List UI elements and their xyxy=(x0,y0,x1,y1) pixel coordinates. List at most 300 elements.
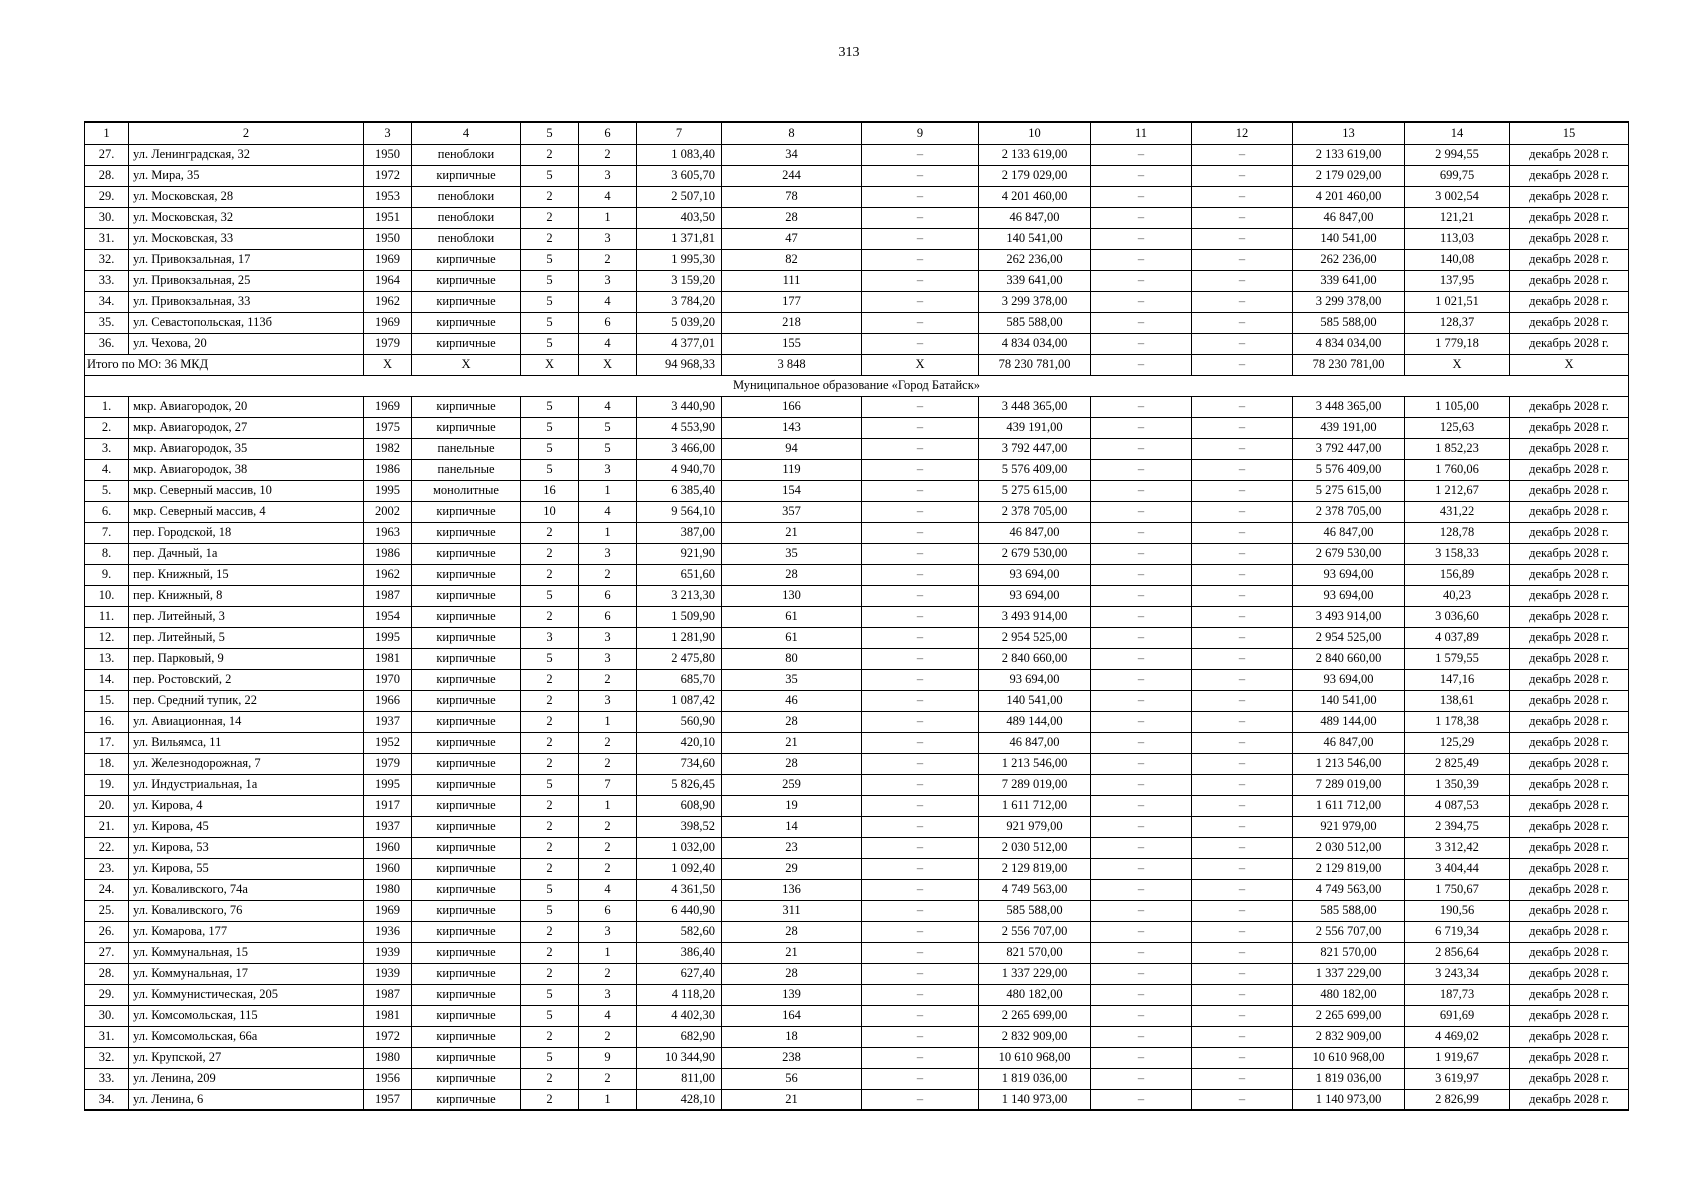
table-row xyxy=(85,606,1629,627)
wall-material-cell: кирпичные xyxy=(412,837,521,858)
col-11-cell: – xyxy=(1091,165,1192,186)
cost-per-sqm-cell: 3 404,44 xyxy=(1405,858,1510,879)
cost-total-cell: 10 610 968,00 xyxy=(979,1047,1091,1068)
total-label: Итого по МО: 36 МКД xyxy=(85,354,364,375)
floors-cell: 2 xyxy=(521,816,579,837)
area-cell: 403,50 xyxy=(637,207,722,228)
cost-fund-cell: 2 679 530,00 xyxy=(1293,543,1405,564)
cost-total-cell: 2 832 909,00 xyxy=(979,1026,1091,1047)
area-cell: 3 784,20 xyxy=(637,291,722,312)
col-12-cell: – xyxy=(1192,522,1293,543)
year-built-cell: 1939 xyxy=(364,963,412,984)
col-9-cell: – xyxy=(862,270,979,291)
cost-fund-cell: 5 275 615,00 xyxy=(1293,480,1405,501)
table-row xyxy=(85,564,1629,585)
residents-cell: 130 xyxy=(722,585,862,606)
deadline-cell: декабрь 2028 г. xyxy=(1510,522,1629,543)
col-11-cell: – xyxy=(1091,1026,1192,1047)
deadline-cell: декабрь 2028 г. xyxy=(1510,711,1629,732)
wall-material-cell: кирпичные xyxy=(412,942,521,963)
area-cell: 6 440,90 xyxy=(637,900,722,921)
col-11-cell: – xyxy=(1091,690,1192,711)
cost-fund-cell: 1 213 546,00 xyxy=(1293,753,1405,774)
residents-cell: 80 xyxy=(722,648,862,669)
total-area-cell: 94 968,33 xyxy=(637,354,722,375)
table-row xyxy=(85,837,1629,858)
area-cell: 921,90 xyxy=(637,543,722,564)
deadline-cell: декабрь 2028 г. xyxy=(1510,333,1629,354)
residents-cell: 259 xyxy=(722,774,862,795)
col-11-cell: – xyxy=(1091,396,1192,417)
residents-cell: 143 xyxy=(722,417,862,438)
table-row xyxy=(85,921,1629,942)
row-number-cell: 15. xyxy=(85,690,129,711)
row-number-cell: 21. xyxy=(85,816,129,837)
cost-per-sqm-cell: 1 852,23 xyxy=(1405,438,1510,459)
residents-cell: 311 xyxy=(722,900,862,921)
year-built-cell: 1979 xyxy=(364,333,412,354)
cost-fund-cell: 2 840 660,00 xyxy=(1293,648,1405,669)
col-11-cell: – xyxy=(1091,858,1192,879)
address-cell: пер. Городской, 18 xyxy=(129,522,364,543)
floors-cell: 5 xyxy=(521,249,579,270)
address-cell: ул. Ленинградская, 32 xyxy=(129,144,364,165)
year-built-cell: 1952 xyxy=(364,732,412,753)
cost-per-sqm-cell: 1 579,55 xyxy=(1405,648,1510,669)
col-9-cell: – xyxy=(862,207,979,228)
col-11-cell: – xyxy=(1091,417,1192,438)
area-cell: 1 083,40 xyxy=(637,144,722,165)
col-12-cell: – xyxy=(1192,627,1293,648)
table-row xyxy=(85,753,1629,774)
address-cell: ул. Вильямса, 11 xyxy=(129,732,364,753)
wall-material-cell: кирпичные xyxy=(412,900,521,921)
table-row xyxy=(85,333,1629,354)
row-number-cell: 34. xyxy=(85,291,129,312)
cost-total-cell: 439 191,00 xyxy=(979,417,1091,438)
cost-fund-cell: 46 847,00 xyxy=(1293,207,1405,228)
cost-per-sqm-cell: 1 350,39 xyxy=(1405,774,1510,795)
deadline-cell: декабрь 2028 г. xyxy=(1510,858,1629,879)
year-built-cell: 1975 xyxy=(364,417,412,438)
entrances-cell: 5 xyxy=(579,417,637,438)
cost-fund-cell: 3 448 365,00 xyxy=(1293,396,1405,417)
column-header: 1 xyxy=(85,122,129,144)
col-11-cell: – xyxy=(1091,837,1192,858)
table-row xyxy=(85,396,1629,417)
floors-cell: 2 xyxy=(521,963,579,984)
table-row xyxy=(85,522,1629,543)
col-9-cell: – xyxy=(862,732,979,753)
cost-fund-cell: 1 140 973,00 xyxy=(1293,1089,1405,1110)
cost-total-cell: 4 749 563,00 xyxy=(979,879,1091,900)
table-row xyxy=(85,249,1629,270)
residents-cell: 21 xyxy=(722,942,862,963)
residents-cell: 155 xyxy=(722,333,862,354)
entrances-cell: 2 xyxy=(579,249,637,270)
address-cell: ул. Кирова, 55 xyxy=(129,858,364,879)
deadline-cell: декабрь 2028 г. xyxy=(1510,921,1629,942)
address-cell: пер. Литейный, 5 xyxy=(129,627,364,648)
cost-fund-cell: 2 179 029,00 xyxy=(1293,165,1405,186)
entrances-cell: 6 xyxy=(579,312,637,333)
address-cell: ул. Крупской, 27 xyxy=(129,1047,364,1068)
deadline-cell: декабрь 2028 г. xyxy=(1510,753,1629,774)
year-built-cell: 2002 xyxy=(364,501,412,522)
address-cell: ул. Коммунальная, 17 xyxy=(129,963,364,984)
deadline-cell: декабрь 2028 г. xyxy=(1510,732,1629,753)
wall-material-cell: пеноблоки xyxy=(412,186,521,207)
address-cell: ул. Коваливского, 74а xyxy=(129,879,364,900)
col-9-cell: – xyxy=(862,1089,979,1110)
cost-total-cell: 262 236,00 xyxy=(979,249,1091,270)
address-cell: пер. Средний тупик, 22 xyxy=(129,690,364,711)
floors-cell: 2 xyxy=(521,186,579,207)
area-cell: 582,60 xyxy=(637,921,722,942)
deadline-cell: декабрь 2028 г. xyxy=(1510,795,1629,816)
cost-fund-cell: 5 576 409,00 xyxy=(1293,459,1405,480)
page-number: 313 xyxy=(838,45,860,60)
cost-fund-cell: 140 541,00 xyxy=(1293,690,1405,711)
column-header: 7 xyxy=(637,122,722,144)
floors-cell: 3 xyxy=(521,627,579,648)
cost-total-cell: 5 275 615,00 xyxy=(979,480,1091,501)
cost-per-sqm-cell: 1 105,00 xyxy=(1405,396,1510,417)
address-cell: ул. Кирова, 53 xyxy=(129,837,364,858)
address-cell: ул. Комсомольская, 115 xyxy=(129,1005,364,1026)
col-11-cell: – xyxy=(1091,900,1192,921)
entrances-cell: 4 xyxy=(579,333,637,354)
cost-total-cell: 2 265 699,00 xyxy=(979,1005,1091,1026)
col-9-cell: – xyxy=(862,417,979,438)
table-row xyxy=(85,858,1629,879)
table-row xyxy=(85,879,1629,900)
col-12-cell: – xyxy=(1192,1068,1293,1089)
area-cell: 1 087,42 xyxy=(637,690,722,711)
table-row xyxy=(85,963,1629,984)
wall-material-cell: кирпичные xyxy=(412,522,521,543)
row-number-cell: 20. xyxy=(85,795,129,816)
floors-cell: 5 xyxy=(521,1005,579,1026)
area-cell: 10 344,90 xyxy=(637,1047,722,1068)
col-12-cell: – xyxy=(1192,333,1293,354)
column-header: 6 xyxy=(579,122,637,144)
wall-material-cell: кирпичные xyxy=(412,501,521,522)
row-number-cell: 30. xyxy=(85,207,129,228)
address-cell: ул. Коммунистическая, 205 xyxy=(129,984,364,1005)
cost-per-sqm-cell: 691,69 xyxy=(1405,1005,1510,1026)
area-cell: 2 475,80 xyxy=(637,648,722,669)
wall-material-cell: кирпичные xyxy=(412,1068,521,1089)
entrances-cell: 1 xyxy=(579,795,637,816)
cost-fund-cell: 2 378 705,00 xyxy=(1293,501,1405,522)
table-row xyxy=(85,711,1629,732)
cost-fund-cell: 2 832 909,00 xyxy=(1293,1026,1405,1047)
row-number-cell: 33. xyxy=(85,270,129,291)
floors-cell: 5 xyxy=(521,396,579,417)
entrances-cell: 2 xyxy=(579,669,637,690)
wall-material-cell: кирпичные xyxy=(412,711,521,732)
area-cell: 685,70 xyxy=(637,669,722,690)
floors-cell: 2 xyxy=(521,921,579,942)
col-12-cell: – xyxy=(1192,900,1293,921)
cost-fund-cell: 3 299 378,00 xyxy=(1293,291,1405,312)
year-built-cell: 1962 xyxy=(364,564,412,585)
address-cell: ул. Ленина, 209 xyxy=(129,1068,364,1089)
column-header: 15 xyxy=(1510,122,1629,144)
row-number-cell: 28. xyxy=(85,963,129,984)
cost-total-cell: 2 954 525,00 xyxy=(979,627,1091,648)
year-built-cell: 1966 xyxy=(364,690,412,711)
col-12-cell: – xyxy=(1192,774,1293,795)
cost-fund-cell: 3 493 914,00 xyxy=(1293,606,1405,627)
column-header: 8 xyxy=(722,122,862,144)
entrances-cell: 2 xyxy=(579,753,637,774)
cost-fund-cell: 46 847,00 xyxy=(1293,522,1405,543)
residents-cell: 82 xyxy=(722,249,862,270)
area-cell: 428,10 xyxy=(637,1089,722,1110)
col-11-cell: – xyxy=(1091,312,1192,333)
table-row xyxy=(85,774,1629,795)
table-row xyxy=(85,648,1629,669)
residents-cell: 164 xyxy=(722,1005,862,1026)
wall-material-cell: кирпичные xyxy=(412,1026,521,1047)
entrances-cell: 3 xyxy=(579,270,637,291)
deadline-cell: декабрь 2028 г. xyxy=(1510,1026,1629,1047)
address-cell: ул. Коваливского, 76 xyxy=(129,900,364,921)
cost-total-cell: 3 792 447,00 xyxy=(979,438,1091,459)
total-residents-cell: 3 848 xyxy=(722,354,862,375)
area-cell: 560,90 xyxy=(637,711,722,732)
address-cell: ул. Кирова, 45 xyxy=(129,816,364,837)
cost-fund-cell: 2 556 707,00 xyxy=(1293,921,1405,942)
table-row xyxy=(85,228,1629,249)
cost-total-cell: 93 694,00 xyxy=(979,564,1091,585)
cost-fund-cell: 2 133 619,00 xyxy=(1293,144,1405,165)
cost-total-cell: 1 213 546,00 xyxy=(979,753,1091,774)
year-built-cell: 1937 xyxy=(364,711,412,732)
deadline-cell: декабрь 2028 г. xyxy=(1510,270,1629,291)
address-cell: ул. Чехова, 20 xyxy=(129,333,364,354)
cost-fund-cell: 585 588,00 xyxy=(1293,312,1405,333)
address-cell: ул. Комарова, 177 xyxy=(129,921,364,942)
floors-cell: 5 xyxy=(521,774,579,795)
table-row xyxy=(85,795,1629,816)
col-9-cell: – xyxy=(862,774,979,795)
row-number-cell: 31. xyxy=(85,1026,129,1047)
area-cell: 1 281,90 xyxy=(637,627,722,648)
total-cost-total-cell: 78 230 781,00 xyxy=(979,354,1091,375)
residents-cell: 28 xyxy=(722,564,862,585)
year-built-cell: 1950 xyxy=(364,144,412,165)
entrances-cell: 9 xyxy=(579,1047,637,1068)
col-9-cell: – xyxy=(862,312,979,333)
floors-cell: 2 xyxy=(521,564,579,585)
residents-cell: 28 xyxy=(722,753,862,774)
entrances-cell: 6 xyxy=(579,606,637,627)
wall-material-cell: пеноблоки xyxy=(412,144,521,165)
year-built-cell: 1953 xyxy=(364,186,412,207)
year-built-cell: 1954 xyxy=(364,606,412,627)
cost-per-sqm-cell: 125,63 xyxy=(1405,417,1510,438)
col-12-cell: – xyxy=(1192,543,1293,564)
col-11-cell: – xyxy=(1091,942,1192,963)
table-row xyxy=(85,186,1629,207)
area-cell: 627,40 xyxy=(637,963,722,984)
deadline-cell: декабрь 2028 г. xyxy=(1510,543,1629,564)
entrances-cell: 3 xyxy=(579,984,637,1005)
row-number-cell: 10. xyxy=(85,585,129,606)
area-cell: 2 507,10 xyxy=(637,186,722,207)
year-built-cell: 1987 xyxy=(364,984,412,1005)
row-number-cell: 29. xyxy=(85,984,129,1005)
year-built-cell: 1963 xyxy=(364,522,412,543)
cost-total-cell: 2 556 707,00 xyxy=(979,921,1091,942)
col-11-cell: – xyxy=(1091,816,1192,837)
table-row xyxy=(85,942,1629,963)
column-header: 10 xyxy=(979,122,1091,144)
cost-per-sqm-cell: 2 856,64 xyxy=(1405,942,1510,963)
cost-total-cell: 2 840 660,00 xyxy=(979,648,1091,669)
residents-cell: 136 xyxy=(722,879,862,900)
address-cell: пер. Книжный, 8 xyxy=(129,585,364,606)
cost-total-cell: 93 694,00 xyxy=(979,669,1091,690)
col-9-cell: – xyxy=(862,858,979,879)
col-12-cell: – xyxy=(1192,144,1293,165)
deadline-cell: декабрь 2028 г. xyxy=(1510,186,1629,207)
row-number-cell: 30. xyxy=(85,1005,129,1026)
col-12-cell: – xyxy=(1192,459,1293,480)
floors-cell: 5 xyxy=(521,291,579,312)
col-12-cell: – xyxy=(1192,858,1293,879)
area-cell: 651,60 xyxy=(637,564,722,585)
table-row xyxy=(85,543,1629,564)
cost-total-cell: 3 299 378,00 xyxy=(979,291,1091,312)
table-row xyxy=(85,144,1629,165)
wall-material-cell: кирпичные xyxy=(412,963,521,984)
col-11-cell: – xyxy=(1091,501,1192,522)
col-12-cell: – xyxy=(1192,501,1293,522)
cost-total-cell: 2 679 530,00 xyxy=(979,543,1091,564)
floors-cell: 5 xyxy=(521,333,579,354)
table-row xyxy=(85,1089,1629,1110)
floors-cell: 2 xyxy=(521,732,579,753)
area-cell: 608,90 xyxy=(637,795,722,816)
cost-fund-cell: 439 191,00 xyxy=(1293,417,1405,438)
year-built-cell: 1962 xyxy=(364,291,412,312)
address-cell: ул. Мира, 35 xyxy=(129,165,364,186)
row-number-cell: 4. xyxy=(85,459,129,480)
row-number-cell: 33. xyxy=(85,1068,129,1089)
cost-per-sqm-cell: 147,16 xyxy=(1405,669,1510,690)
wall-material-cell: кирпичные xyxy=(412,417,521,438)
col-9-cell: – xyxy=(862,144,979,165)
col-12-cell: – xyxy=(1192,753,1293,774)
year-built-cell: 1950 xyxy=(364,228,412,249)
cost-total-cell: 46 847,00 xyxy=(979,207,1091,228)
floors-cell: 2 xyxy=(521,690,579,711)
cost-fund-cell: 489 144,00 xyxy=(1293,711,1405,732)
table-row xyxy=(85,1068,1629,1089)
entrances-cell: 2 xyxy=(579,732,637,753)
row-number-cell: 32. xyxy=(85,1047,129,1068)
row-number-cell: 26. xyxy=(85,921,129,942)
table-row xyxy=(85,291,1629,312)
deadline-cell: декабрь 2028 г. xyxy=(1510,564,1629,585)
deadline-cell: декабрь 2028 г. xyxy=(1510,1005,1629,1026)
residents-cell: 35 xyxy=(722,669,862,690)
residents-cell: 21 xyxy=(722,522,862,543)
row-number-cell: 3. xyxy=(85,438,129,459)
cost-per-sqm-cell: 1 212,67 xyxy=(1405,480,1510,501)
residents-cell: 19 xyxy=(722,795,862,816)
cost-per-sqm-cell: 1 760,06 xyxy=(1405,459,1510,480)
wall-material-cell: кирпичные xyxy=(412,396,521,417)
cost-per-sqm-cell: 699,75 xyxy=(1405,165,1510,186)
entrances-cell: 2 xyxy=(579,963,637,984)
total-row xyxy=(85,354,1629,375)
housing-register-table xyxy=(84,121,1629,1111)
cost-total-cell: 585 588,00 xyxy=(979,900,1091,921)
cost-fund-cell: 10 610 968,00 xyxy=(1293,1047,1405,1068)
row-number-cell: 19. xyxy=(85,774,129,795)
col-11-cell: – xyxy=(1091,564,1192,585)
cost-per-sqm-cell: 3 158,33 xyxy=(1405,543,1510,564)
col-12-cell: – xyxy=(1192,795,1293,816)
floors-cell: 5 xyxy=(521,438,579,459)
col-11-cell: – xyxy=(1091,333,1192,354)
col-9-cell: – xyxy=(862,228,979,249)
year-built-cell: 1979 xyxy=(364,753,412,774)
year-built-cell: 1969 xyxy=(364,249,412,270)
wall-material-cell: кирпичные xyxy=(412,165,521,186)
total-cost-per-sqm-cell: Х xyxy=(1405,354,1510,375)
col-9-cell: – xyxy=(862,459,979,480)
cost-total-cell: 4 201 460,00 xyxy=(979,186,1091,207)
floors-cell: 2 xyxy=(521,753,579,774)
total-floors-cell: Х xyxy=(521,354,579,375)
deadline-cell: декабрь 2028 г. xyxy=(1510,627,1629,648)
row-number-cell: 36. xyxy=(85,333,129,354)
floors-cell: 5 xyxy=(521,312,579,333)
year-built-cell: 1936 xyxy=(364,921,412,942)
entrances-cell: 4 xyxy=(579,291,637,312)
floors-cell: 2 xyxy=(521,228,579,249)
row-number-cell: 28. xyxy=(85,165,129,186)
address-cell: ул. Авиационная, 14 xyxy=(129,711,364,732)
col-11-cell: – xyxy=(1091,522,1192,543)
residents-cell: 154 xyxy=(722,480,862,501)
area-cell: 3 605,70 xyxy=(637,165,722,186)
entrances-cell: 4 xyxy=(579,1005,637,1026)
year-built-cell: 1986 xyxy=(364,543,412,564)
cost-per-sqm-cell: 156,89 xyxy=(1405,564,1510,585)
area-cell: 1 092,40 xyxy=(637,858,722,879)
wall-material-cell: кирпичные xyxy=(412,669,521,690)
floors-cell: 2 xyxy=(521,207,579,228)
col-11-cell: – xyxy=(1091,228,1192,249)
residents-cell: 177 xyxy=(722,291,862,312)
cost-total-cell: 585 588,00 xyxy=(979,312,1091,333)
row-number-cell: 17. xyxy=(85,732,129,753)
cost-per-sqm-cell: 2 394,75 xyxy=(1405,816,1510,837)
cost-fund-cell: 93 694,00 xyxy=(1293,585,1405,606)
address-cell: ул. Кирова, 4 xyxy=(129,795,364,816)
cost-total-cell: 4 834 034,00 xyxy=(979,333,1091,354)
entrances-cell: 4 xyxy=(579,501,637,522)
cost-per-sqm-cell: 1 750,67 xyxy=(1405,879,1510,900)
cost-per-sqm-cell: 1 779,18 xyxy=(1405,333,1510,354)
